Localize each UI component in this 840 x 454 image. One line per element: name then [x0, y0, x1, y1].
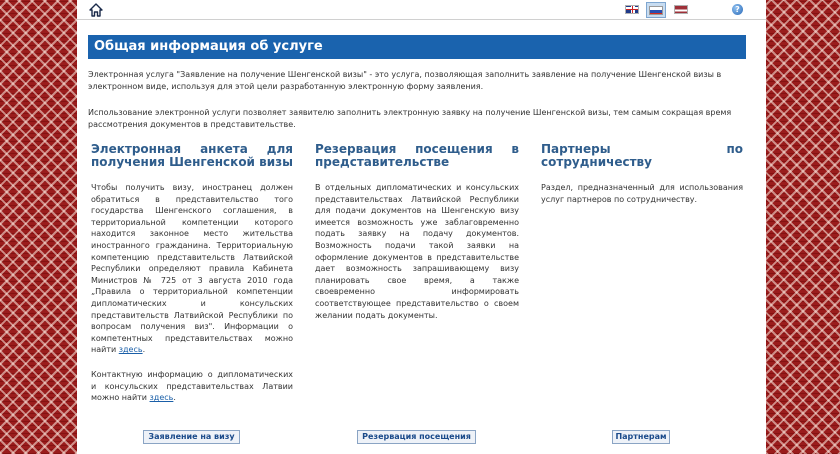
- help-icon[interactable]: ?: [732, 4, 743, 15]
- visa-application-text: [91, 182, 293, 356]
- reservation-text: В отдельных дипломатических и консульских представительствах Латвийской Республики для подачи документов на Шенгенскую визу имеется возможность уже заблаговременно подать заявку на подачу документов. Возможность подачи такой заявки на оформление документов в представительстве дает возможность запрашивающему визу планировать свое время, а также своевременно информировать соответствующее представительство о своем желании подать документы.: [315, 183, 519, 320]
- top-bar: [77, 0, 766, 20]
- punctuation: .: [173, 393, 176, 403]
- decorative-border-right: [766, 0, 840, 454]
- main-content: [77, 0, 766, 454]
- visa-application-column: [91, 143, 293, 404]
- partners-button[interactable]: Партнерам: [612, 430, 670, 444]
- en-flag-icon[interactable]: [625, 5, 639, 14]
- contact-info-text: [91, 369, 293, 404]
- representations-link[interactable]: здесь: [118, 345, 143, 355]
- reservation-column: [315, 143, 519, 321]
- reservation-heading: Резервация посещения в представительстве: [315, 142, 519, 169]
- intro-paragraph-1: Электронная услуга "Заявление на получение Шенгенской визы" - это услуга, позволяющая заполнить заявление на получение Шенгенской визы в электронном виде, используя для этой цели разработанную электронную форму заявления.: [88, 70, 722, 91]
- visa-application-heading: Электронная анкета для получения Шенгенской визы: [91, 142, 293, 169]
- intro-paragraph-2: Использование электронной услуги позволяет заявителю заполнить электронную заявку на получение Шенгенской визы, тем самым сокращая время рассмотрения документов в представительстве.: [88, 108, 732, 129]
- punctuation: .: [142, 345, 146, 355]
- contact-info-link[interactable]: здесь: [149, 393, 174, 403]
- visa-application-text-body: Чтобы получить визу, иностранец должен обратиться в представительство того государства Шенгенского соглашения, в территориальной компетенции которого находится законное место жительства иностранного гражданина. Территориальную компетенцию представительств Латвийской Республики определяют правила Кабинета Министров № 725 от 3 августа 2010 года „Правила о территориальной компетенции дипломатических и консульских представительств Латвийской Республики по вопросам получения виз". Информации о компетентных представительствах можно найти: [91, 183, 293, 355]
- lv-flag-icon[interactable]: [674, 5, 688, 14]
- partners-column: [541, 143, 743, 205]
- visa-application-button[interactable]: Заявление на визу: [143, 430, 240, 444]
- ru-language-button[interactable]: [646, 2, 666, 18]
- page-title: Общая информация об услуге: [88, 35, 746, 59]
- contact-info-text-body: Контактную информацию о дипломатических и консульских представительствах Латвии можно найти: [91, 369, 293, 403]
- reservation-button[interactable]: Резервация посещения: [357, 430, 476, 444]
- decorative-border-left: [0, 0, 77, 454]
- home-icon[interactable]: [89, 3, 103, 17]
- partners-text: Раздел, предназначенный для использования услуг партнеров по сотрудничеству.: [541, 183, 743, 204]
- partners-heading: Партнеры по сотрудничеству: [541, 142, 743, 169]
- ru-flag-icon: [649, 6, 663, 15]
